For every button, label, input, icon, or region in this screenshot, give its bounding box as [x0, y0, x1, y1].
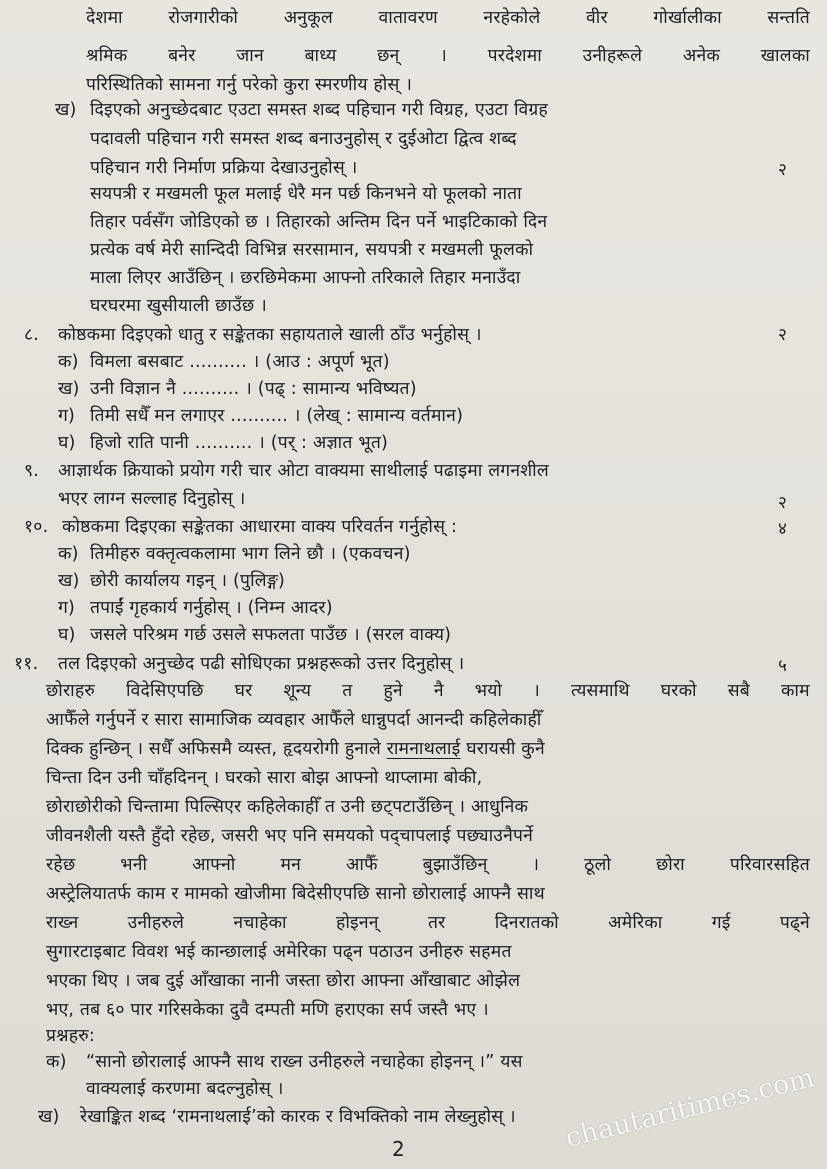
q9-marks: २	[778, 493, 787, 513]
intro-line-3: परिस्थितिको सामना गर्नु परेको कुरा स्मरणीय होस् ।	[86, 75, 413, 95]
q10-question: कोष्ठकमा दिइएका सङ्केतका आधारमा वाक्य परिवर्तन गर्नुहोस् :	[62, 517, 458, 537]
q11-passage-line-5: छोराछोरीको चिन्तामा पिल्सिएर कहिलेकाहीँ त उनी छट्पटाउँछिन् । आधुनिक	[46, 797, 529, 817]
q11-sub-label: क)	[46, 1052, 67, 1072]
q11-passage-line-6: जीवनशैली यस्तै हुँदो रहेछ, जसरी भए पनि समयको पद्चापलाई पछ्याउनैपर्ने	[46, 826, 534, 846]
q8-item-text: उनी विज्ञान नै .......... । (पढ् : सामान्य भविष्यत)	[90, 379, 417, 399]
q8-item-label: ख)	[58, 379, 80, 399]
q11-passage-line-9: राख्न उनीहरुले नचाहेका होइनन् तर दिनरातको अमेरिका गई पढ्ने	[46, 913, 810, 933]
watermark-text: chautaritimes.com	[562, 1062, 818, 1154]
q8-item-text: हिजो राति पानी .......... । (पर् : अज्ञात भूत)	[90, 433, 389, 453]
q7b-passage-line-3: प्रत्येक वर्ष मेरी सान्दिदी विभिन्न सरसामान, सयपत्री र मखमली फूलको	[90, 240, 534, 260]
q11-passage-line-10: सुगारटाइबाट विवश भई कान्छालाई अमेरिका पढ्न पठाउन उनीहरु सहमत	[46, 942, 512, 962]
q10-item-text: जसले परिश्रम गर्छ उसले सफलता पाउँछ । (सरल वाक्य)	[90, 625, 452, 645]
q7b-line-3: पहिचान गरी निर्माण प्रक्रिया देखाउनुहोस् ।	[90, 158, 358, 178]
q7b-line-2: पदावली पहिचान गरी समस्त शब्द बनाउनुहोस् र दुईओटा द्वित्व शब्द	[90, 129, 517, 149]
q7b-line-1: दिइएको अनुच्छेदबाट एउटा समस्त शब्द पहिचान गरी विग्रह, एउटा विग्रह	[90, 100, 548, 120]
q8-item-text: तिमी सधैँ मन लगाएर .......... । (लेख् : सामान्य वर्तमान)	[90, 406, 464, 426]
q10-item-text: तपाईं गृहकार्य गर्नुहोस् । (निम्न आदर)	[90, 598, 333, 618]
q8-marks: २	[778, 325, 787, 345]
q7b-passage-line-4: माला लिएर आउँछिन् । छरछिमेकमा आफ्नो तरिकाले तिहार मनाउँदा	[90, 268, 521, 288]
prashnaharu-label: प्रश्नहरु:	[46, 1026, 95, 1046]
q7b-label: ख)	[55, 100, 77, 120]
q7b-passage-line-1: सयपत्री र मखमली फूल मलाई धेरै मन पर्छ किनभने यो फूलको नाता	[90, 184, 522, 204]
q11-passage-line-8: अस्ट्रेलियातर्फ काम र मामको खोजीमा बिदेसीएपछि सानो छोरालाई आफ्नै साथ	[46, 884, 545, 904]
q11-question: तल दिइएको अनुच्छेद पढी सोधिएका प्रश्नहरूको उत्तर दिनुहोस् ।	[58, 654, 465, 674]
q11-sub-line-1: “सानो छोरालाई आफ्नै साथ राख्न उनीहरुले नचाहेका होइनन् ।” यस	[86, 1052, 523, 1072]
q11-marks: ५	[778, 656, 787, 676]
q10-item-label: क)	[58, 544, 79, 564]
q10-item-label: घ)	[58, 625, 76, 645]
q9-line-1: आज्ञार्थक क्रियाको प्रयोग गरी चार ओटा वाक्यमा साथीलाई पढाइमा लगनशील	[58, 461, 549, 481]
q10-marks: ४	[778, 519, 787, 539]
q8-item-label: ग)	[58, 406, 76, 426]
q11-passage-line-12: भए, तब ६० पार गरिसकेका दुवै दम्पती मणि हराएका सर्प जस्तै भए ।	[46, 1000, 489, 1020]
q8-item-label: घ)	[58, 433, 76, 453]
q10-item-text: छोरी कार्यालय गइन् । (पुलिङ्ग)	[90, 571, 286, 591]
q10-item-label: ख)	[58, 571, 80, 591]
intro-line-2: श्रमिक बनेर जान बाध्य छन् । परदेशमा उनीहरूले अनेक खालका	[86, 46, 810, 66]
q10-number: १०.	[24, 517, 49, 537]
q7b-passage-line-5: घरघरमा खुसीयाली छाउँछ ।	[90, 296, 267, 316]
q11-passage-line-11: भएका थिए । जब दुई आँखाका नानी जस्ता छोरा आफ्ना आँखाबाट ओझेल	[46, 971, 521, 991]
q8-question: कोष्ठकमा दिइएको धातु र सङ्केतका सहायताले खाली ठाँउ भर्नुहोस् ।	[58, 325, 482, 345]
q11-sub-label: ख)	[38, 1107, 60, 1127]
q11-sub-line-2: वाक्यलाई करणमा बदल्नुहोस् ।	[86, 1079, 284, 1099]
page-number: 2	[392, 1137, 405, 1161]
passage-text: दिक्क हुन्छिन् । सधैँ अफिसमै व्यस्त, हृदयरोगी हुनाले	[46, 739, 387, 759]
q8-item-text: विमला बसबाट .......... । (आउ : अपूर्ण भूत)	[90, 352, 390, 372]
q11-passage-line-7: रहेछ भनी आफ्नो मन आफैँ बुझाउँछिन् । ठूलो छोरा परिवारसहित	[46, 855, 810, 875]
q9-number: ९.	[24, 461, 40, 481]
q11-passage-line-2: आफैँले गर्नुपर्ने र सारा सामाजिक व्यवहार आफैँले धान्नुपर्दा आनन्दी कहिलेकाहीँ	[46, 710, 542, 730]
q11-number: ११.	[14, 654, 39, 674]
q10-item-text: तिमीहरु वक्तृत्वकलामा भाग लिने छौ । (एकवचन)	[90, 544, 411, 564]
q8-number: ८.	[24, 325, 40, 345]
q7b-marks: २	[778, 160, 787, 180]
q10-item-label: ग)	[58, 598, 76, 618]
passage-text: घरायसी कुनै	[460, 739, 545, 759]
q7b-passage-line-2: तिहार पर्वसँग जोडिएको छ । तिहारको अन्तिम दिन पर्ने भाइटिकाको दिन	[90, 212, 548, 232]
q9-line-2: भएर लाग्न सल्लाह दिनुहोस् ।	[58, 489, 246, 509]
q8-item-label: क)	[58, 352, 79, 372]
q11-passage-line-3	[46, 737, 545, 761]
q11-sub-line-1: रेखाङ्कित शब्द ‘रामनाथलाई’को कारक र विभक्तिको नाम लेख्नुहोस् ।	[80, 1107, 516, 1127]
intro-line-1: देशमा रोजगारीको अनुकूल वातावरण नरहेकोले वीर गोर्खालीका सन्तति	[86, 8, 810, 28]
underlined-word: रामनाथलाई	[386, 739, 461, 759]
q11-passage-line-4: चिन्ता दिन उनी चाँहदिनन् । घरको सारा बोझ आफ्नो थाप्लामा बोकी,	[46, 768, 483, 788]
q11-passage-line-1: छोराहरु विदेसिएपछि घर शून्य त हुने नै भयो । त्यसमाथि घरको सबै काम	[46, 681, 810, 701]
